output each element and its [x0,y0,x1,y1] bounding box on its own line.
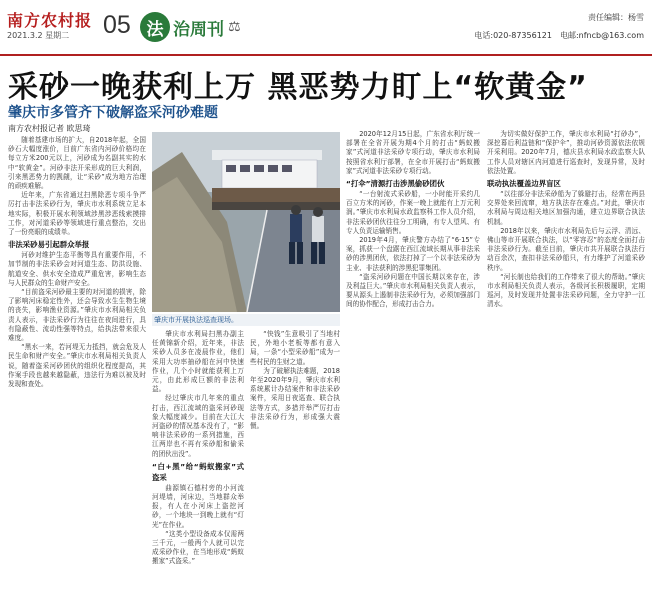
page-number: 05 [103,11,131,39]
photo-caption: 肇庆市开展执法巡查现场。 [152,314,340,326]
contact-email: 电邮:nfncb@163.com [559,31,644,40]
paragraph: “这类小型设备成本仅需两三千元，一般两个人就可以完成采砂作业，在当地形成“蚂蚁搬家”式盗采。” [152,529,244,566]
masthead [0,0,652,56]
paragraph: “目前盗采河砂最主要的对河道的损害，除了影响河床稳定性外，还会导致水生生物生境的丧失，影响渔业资源。”肇庆市水利局相关负责人表示，非法采砂行为往往在夜间进行，具有隐蔽性、流动性强等特点，给执法带来很大难度。 [8,288,146,343]
photo-illustration [152,132,340,312]
article-column-1 [8,136,146,591]
paragraph: “盗采河砂问题在中国长期以来存在，涉及利益巨大。”肇庆市水利局相关负责人表示，要从源头上遏制非法采砂行为，必须加强部门间的协作配合，形成打击合力。 [346,272,480,309]
section-name: 治周刊 [173,19,224,40]
news-photo [152,132,340,312]
paragraph: 2019年4月，肇庆警方办结了“6·15”专案，抓获一个盘踞在西江流域长期从事非法采砂的涉黑团伙，依法打掉了一个以非法采砂为主业、非法获利的涉黑犯罪集团。 [346,236,480,272]
contact-info [474,30,644,41]
paragraph: 经过肇庆市几年来的重点打击，西江流域的盗采河砂现象大幅度减少。目前在大江大河盗砂的情况基本没有了，“影响非法采砂的一系列措施，西江两岸也不再有采砂船和偷采的团伙出没”。 [152,394,244,458]
contact-phone: 电话:020-87356121 [474,31,552,40]
section-subhead: 非法采砂易引起群众举报 [8,240,90,250]
scale-icon: ⚖ [228,19,241,35]
article-column-2 [152,330,244,591]
section-subhead: 联动执法覆盖边界盲区 [487,179,561,189]
section-badge: 法 [140,12,170,42]
editor-credit: 责任编辑：杨雪 [588,13,644,22]
paragraph: 2020年12月15日起，广东省水利厅统一部署在全省开展为期4个月的打击“蚂蚁搬家”式河道非法采砂专项行动，肇庆市水利局按照省水利厅部署，在全市开展打击“蚂蚁搬家”式河道非法采砂专项行动。 [346,130,480,175]
paragraph: “河长制也给我们的工作带来了很大的帮助。”肇庆市水利局相关负责人表示，各级河长积极履职，定期巡河，及时发现并处置非法采砂问题，全力守护一江清水。 [487,272,645,309]
paragraph: “一台射流式采砂船，一小时能开采约几百立方米的河砂，作案一晚上就能有上万元利润。”肇庆市水利局水政监察科工作人员介绍，非法采砂团伙往往分工明确，有专人望风、有专人负责运输销售。 [346,190,480,235]
article-column-3 [250,330,340,591]
paragraph: 肇庆市水利局扫黑办副主任黄锦新介绍，近年来，非法采砂人员多在凌晨作业，他们采用大功率抽砂船在河中快速作业，几个小时就能获利上万元，由此形成巨额的非法利益。 [152,330,244,394]
paper-date: 2021.3.2 星期二 [7,31,70,40]
subheadline: 肇庆市多管齐下破解盗采河砂难题 [8,105,218,121]
paragraph: 为切实做好保护工作，肇庆市水利局“打砂办”，深挖幕后利益链和“保护伞”，推动河砂资源依法依规开采利用。2020年7月，德庆县水利局水政监察大队工作人员对辖区内河道进行巡查时，发现异常，及时依法处置。 [487,130,645,175]
paragraph: 近年来，广东省通过扫黑除恶专项斗争严厉打击非法采砂行为，肇庆市水利系统立足本地实际，积极开展水利领域涉黑涉恶线索摸排工作，对河道采砂等领域进行重点整治，交出了一份亮眼的成绩单。 [8,191,146,237]
section-subhead: “打伞”清源打击涉黑偷砂团伙 [346,179,445,189]
byline: 南方农村报记者 欧思琦 [8,124,91,133]
paragraph: “快钱”生意吸引了当地村民，外地小老板等都有意入局，一条“小型采砂船”成为一些村民的生财之道。 [250,330,340,366]
paragraph: 河砂对维护生态平衡等具有重要作用，不加节制的非法采砂会对河道生态、防洪设施、航道安全、供水安全造成严重危害，影响生态与人民群众的生命财产安全。 [8,251,146,287]
section-subhead: “白+黑”给“蚂蚁搬家”式盗采 [152,461,244,482]
paragraph: 曲源镇石德村旁的小河流河堤墙，河床边，当地群众举报，有人在小河床上盗挖河砂，一个地块一到晚上就有“灯光”在作业。 [152,483,244,529]
paragraph: 2018年以来，肇庆市水利局先后与云浮、清远、佛山等市开展联合执法，以“零容忍”的态度全面打击非法采砂行为。截至目前，肇庆市共开展联合执法行动百余次，查扣非法采砂船只，有力维护了河道采砂秩序。 [487,226,645,272]
article-column-5 [487,130,645,591]
article-column-4 [346,130,480,591]
paragraph: “以往部分非法采砂船为了躲避打击，经常在两县交界处来回流窜，地方执法存在难点。”对此，肇庆市水利局与周边相关地区加强沟通，建立边界联合执法机制。 [487,190,645,226]
paragraph: 为了破解执法难题，2018年至2020年9月，肇庆市水利系统累计办结案件和非法采砂案件，采用日夜巡查、联合执法等方式，多措并举严厉打击非法采砂行为，形成强大震慑。 [250,366,340,431]
paragraph: “黑水一来，若河堤无力抵挡，就会危及人民生命和财产安全。”肇庆市水利局相关负责人说，随着盗采河砂团伙的组织化程度提高，其作案手段也越来越隐蔽，违法行为难以被及时发现和查处。 [8,343,146,389]
headline: 采砂一晚获利上万 黑恶势力盯上“软黄金” [8,70,588,105]
paragraph: 随着基建市场的扩大，自2018年起，全国砂石大幅度涨价，目前广东省内河砂价格均在每立方米200元以上，河砂成为名副其实的水中“软黄金”。河砂非法开采形成的巨大利润，引来黑恶势力的觊觎，让“采砂”成为地方治理的顽疾难解。 [8,136,146,191]
section-logo [140,12,254,42]
paper-name: 南方农村报 [7,11,93,30]
